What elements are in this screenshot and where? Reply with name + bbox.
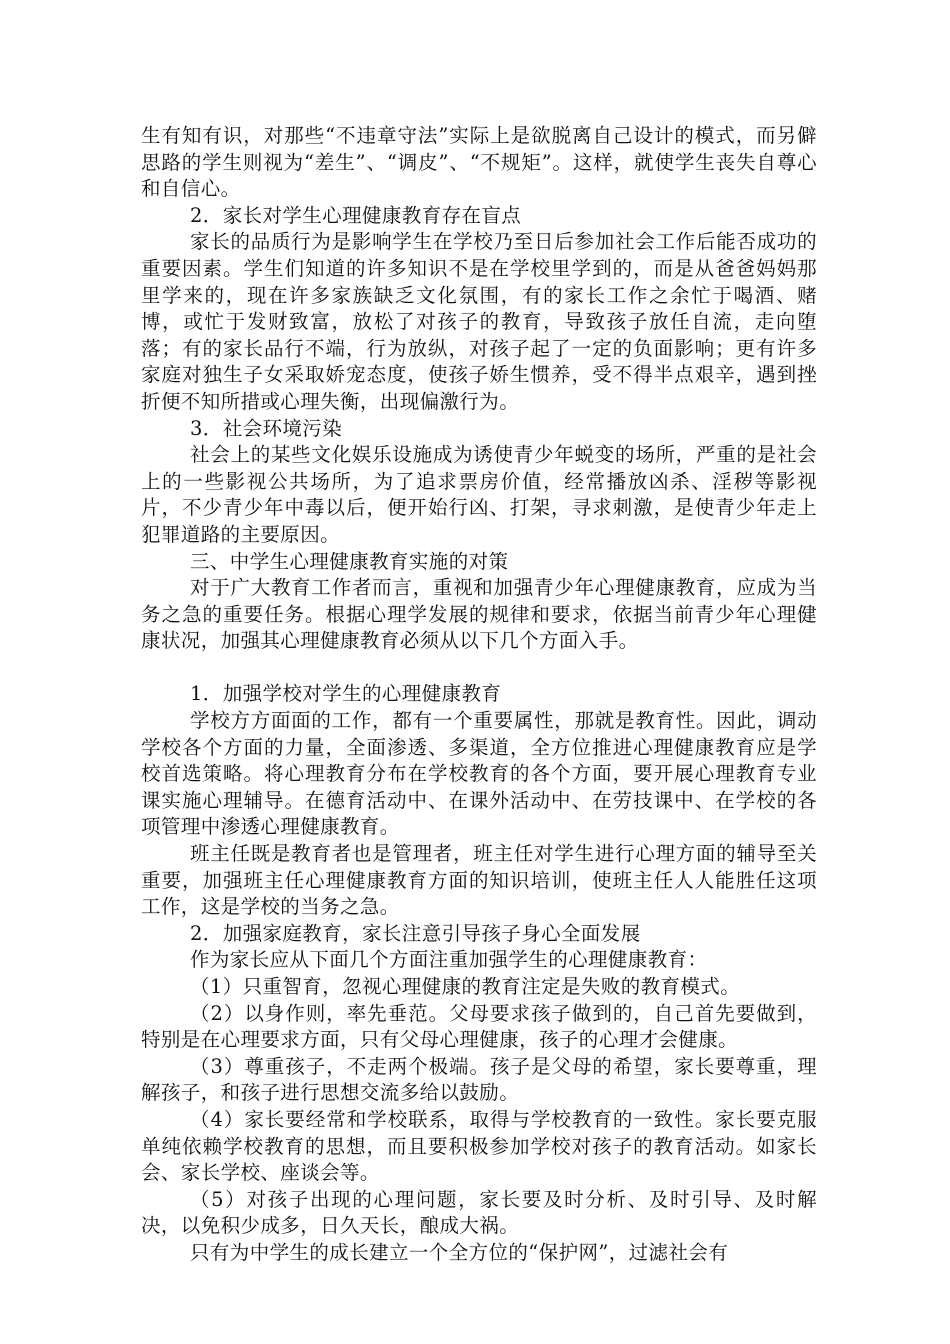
paragraph-family-intro: 作为家长应从下面几个方面注重加强学生的心理健康教育： — [190, 948, 708, 972]
section-heading-family-education: 2．加强家庭教育，家长注意引导孩子身心全面发展 — [190, 921, 641, 945]
section-heading-school-education: 1．加强学校对学生的心理健康教育 — [190, 682, 502, 706]
list-item-2: （2）以身作则，率先垂范。父母要求孩子做到的，自己首先要做到，特别是在心理要求方面，只有父母心理健康，孩子的心理才会健康。 — [141, 1001, 817, 1052]
list-item-1: （1）只重智育，忽视心理健康的教育注定是失败的教育模式。 — [190, 975, 741, 998]
paragraph-countermeasures-intro: 对于广大教育工作者而言，重视和加强青少年心理健康教育，应成为当务之急的重要任务。根据心理学发展的规律和要求，依据当前青少年心理健康状况，加强其心理健康教育必须从以下几个方面入手。 — [141, 576, 817, 653]
list-item-5: （5）对孩子出现的心理问题，家长要及时分析、及时引导、及时解决，以免积少成多，日久天长，酿成大祸。 — [141, 1187, 817, 1238]
paragraph-protection-net: 只有为中学生的成长建立一个全方位的“保护网”，过滤社会有 — [190, 1240, 729, 1264]
section-heading-parents-blind-spot: 2．家长对学生心理健康教育存在盲点 — [190, 203, 522, 227]
section-heading-social-environment: 3．社会环境污染 — [190, 416, 343, 440]
section-heading-countermeasures: 三、中学生心理健康教育实施的对策 — [190, 549, 509, 573]
paragraph-social-environment: 社会上的某些文化娱乐设施成为诱使青少年蜕变的场所，严重的是社会上的一些影视公共场所，为了追求票房价值，经常播放凶杀、淫秽等影视片，不少青少年中毒以后，便开始行凶、打架，寻求刺激，是使青少年走上犯罪道路的主要原因。 — [141, 443, 817, 546]
paragraph-head-teacher: 班主任既是教育者也是管理者，班主任对学生进行心理方面的辅导至关重要，加强班主任心理健康教育方面的知识培训，使班主任人人能胜任这项工作，这是学校的当务之急。 — [141, 842, 817, 919]
paragraph-parents-influence: 家长的品质行为是影响学生在学校乃至日后参加社会工作后能否成功的重要因素。学生们知道的许多知识不是在学校里学到的，而是从爸爸妈妈那里学来的，现在许多家族缺乏文化氛围，有的家长工作之余忙于喝酒、赌博，或忙于发财致富，放松了对孩子的教育，导致孩子放任自流，走向堕落；有的家长品行不端，行为放纵，对孩子起了一定的负面影响；更有许多家庭对独生子女采取娇宠态度，使孩子娇生惯养，受不得半点艰辛，遇到挫折便不知所措或心理失衡，出现偏激行为。 — [141, 230, 817, 413]
list-item-3: （3）尊重孩子，不走两个极端。孩子是父母的希望，家长要尊重，理解孩子，和孩子进行思想交流多给以鼓励。 — [141, 1054, 817, 1105]
document-body — [141, 123, 817, 1267]
paragraph-continuation: 生有知有识，对那些“不违章守法”实际上是欲脱离自己设计的模式，而另僻思路的学生则视为“差生”、“调皮”、“不规矩”。这样，就使学生丧失自尊心和自信心。 — [141, 124, 817, 201]
list-item-4: （4）家长要经常和学校联系，取得与学校教育的一致性。家长要克服单纯依赖学校教育的思想，而且要积极参加学校对孩子的教育活动。如家长会、家长学校、座谈会等。 — [141, 1107, 817, 1185]
paragraph-school-education: 学校方方面面的工作，都有一个重要属性，那就是教育性。因此，调动学校各个方面的力量，全面渗透、多渠道，全方位推进心理健康教育应是学校首选策略。将心理教育分布在学校教育的各个方面，要开展心理教育专业课实施心理辅导。在德育活动中、在课外活动中、在劳技课中、在学校的各项管理中渗透心理健康教育。 — [141, 709, 817, 839]
